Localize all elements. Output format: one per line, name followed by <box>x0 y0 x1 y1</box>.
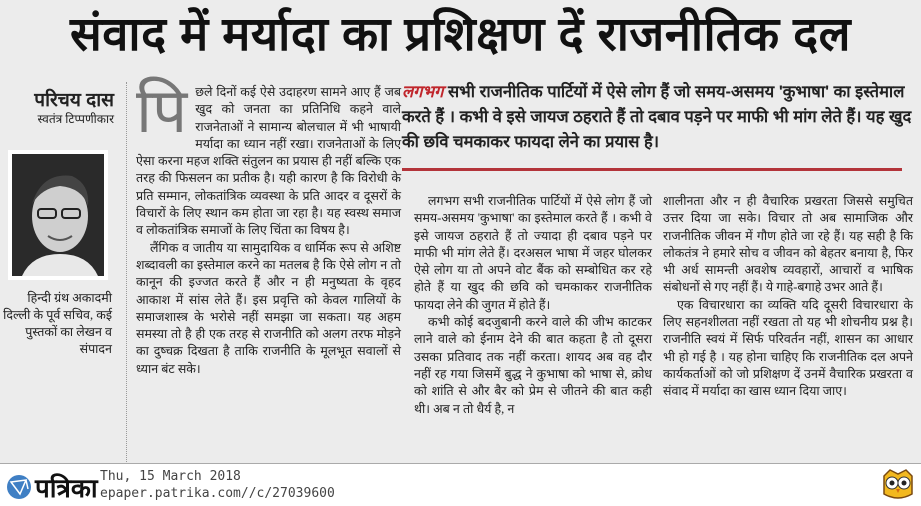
publication-date: Thu, 15 March 2018 <box>100 469 241 484</box>
drop-cap: पि <box>136 77 188 146</box>
globe-icon <box>6 474 32 500</box>
author-photo <box>8 150 108 280</box>
headline: संवाद में मर्यादा का प्रशिक्षण दें राजनीतिक दल <box>70 7 851 60</box>
article-column-1 <box>136 77 401 378</box>
footer-meta <box>100 468 335 502</box>
author-portrait-icon <box>12 154 104 276</box>
pull-quote-rule <box>402 168 902 171</box>
author-name: परिचय दास <box>34 90 114 111</box>
owl-icon[interactable] <box>880 466 916 502</box>
author-bio: हिन्दी ग्रंथ अकादमी दिल्ली के पूर्व सचिव, कई पुस्तकों का लेखन व संपादन <box>3 291 112 356</box>
logo-wordmark: पत्रिका <box>35 473 98 503</box>
paragraph: एक विचारधारा का व्यक्ति यदि दूसरी विचारधारा के लिए सहनशीलता नहीं रखता तो यह भी शोचनीय प्रश्न है। राजनीति स्वयं में सिर्फ परिवर्तन नहीं, शासन का आधार भी हो गई है । यह होना चाहिए कि राजनीतिक दल अपने कार्यकर्ताओं को जो प्रशिक्षण दें उनमें वैचारिक प्रखरता व संवाद में मर्यादा का खास ध्यान दिया जाए। <box>663 297 913 399</box>
pull-quote-lead: लगभग <box>402 83 444 101</box>
pull-quote <box>402 80 917 155</box>
paragraph: शालीनता और न ही वैचारिक प्रखरता जिससे समुचित उत्तर दिया जा सके। विचार तो अब सामाजिक और राजनीतिक जीवन में गौण होते जा रहे हैं। यह सही है कि लोकतंत्र ने हमारे सोच व जीवन को बेहतर बनाया है, फिर भी अर्ध सामन्ती अवशेष व्यवहारों, आचारों व भाषिक संबोधनों से गए नहीं हैं। ये गाहे-बगाहे उभर आते हैं। <box>663 194 913 295</box>
article-column-3 <box>663 193 913 401</box>
column-divider <box>126 82 127 462</box>
paragraph: कभी कोई बदजुबानी करने वाले की जीभ काटकर लाने वाले को ईनाम देने की बात कहता है तो दूसरा उसका प्रतिवाद तक नहीं करता। शायद अब वह दौर नहीं रह गया जिसमें बुद्ध ने कुभाषा को भाषा से, क्रोध को शांति से और बैर को प्रेम से जीतने की बात कही थी। अब न तो धैर्य है, न <box>414 315 652 416</box>
author-role: स्वतंत्र टिप्पणीकार <box>37 112 114 126</box>
paragraph: लैंगिक व जातीय या सामुदायिक व धार्मिक रूप से अशिष्ट शब्दावली का इस्तेमाल करने का मतलब है कि ऐसे लोग न तो कानून की इज्जत करते हैं और न ही मनुष्यता के वृहद आकाश में सांस लेते हैं। इस प्रवृत्ति को केवल गालियों के समाजशास्त्र के भरोसे नहीं समझा जा सकता। यह अहम समस्या तो है ही एक तरह से राजनीति को अलग तरफ मोड़ने का दुष्चक्र दिखता है ताकि राजनीति के मूलभूत सवालों से ध्यान बंट सके। <box>136 240 401 376</box>
paragraph: लगभग सभी राजनीतिक पार्टियों में ऐसे लोग हैं जो समय-असमय 'कुभाषा' का इस्तेमाल करते हैं । कभी वे इसे जायज ठहराते हैं तो ज्यादा ही दबाव पड़ने पर माफी भी मांग लेते हैं। दरअसल भाषा में जहर घोलकर ऐसे लोग या तो अपने वोट बैंक को सम्बोधित कर रहे होते हैं या खुद की छवि को चमकाकर राजनीतिक फायदा लेने की जुगत में होते हैं। <box>414 194 652 312</box>
paragraph: छले दिनों कई ऐसे उदाहरण सामने आए हैं जब खुद को जनता का प्रतिनिधि कहने वाले राजनेताओं ने सामान्य बोलचाल में भी भाषायी मर्यादा का ध्यान नहीं रखा। राजनेताओं के लिए ऐसा करना महज शक्ति संतुलन का प्रयास ही नहीं बल्कि एक तरह की फिसलन का प्रतीक है। यही कारण है कि विरोधी के प्रति सम्मान, लोकतांत्रिक व्यवस्था के प्रति आदर व दूसरों के विचारों के लिए स्थान कम होता जा रहा है। यह स्वस्थ समाज व लोकतांत्रिक समाजों के लिए चिंता का विषय है। <box>136 85 401 238</box>
article-column-2 <box>414 193 652 418</box>
epaper-url[interactable]: epaper.patrika.com//c/27039600 <box>100 486 335 501</box>
pull-quote-text: सभी राजनीतिक पार्टियों में ऐसे लोग हैं जो समय-असमय 'कुभाषा' का इस्तेमाल करते हैं । कभी वे इसे जायज ठहराते हैं तो दबाव पड़ने पर माफी भी मांग लेते हैं। यह खुद की छवि चमकाकर फायदा लेने का प्रयास है। <box>402 83 912 151</box>
patrika-logo[interactable] <box>6 469 98 505</box>
